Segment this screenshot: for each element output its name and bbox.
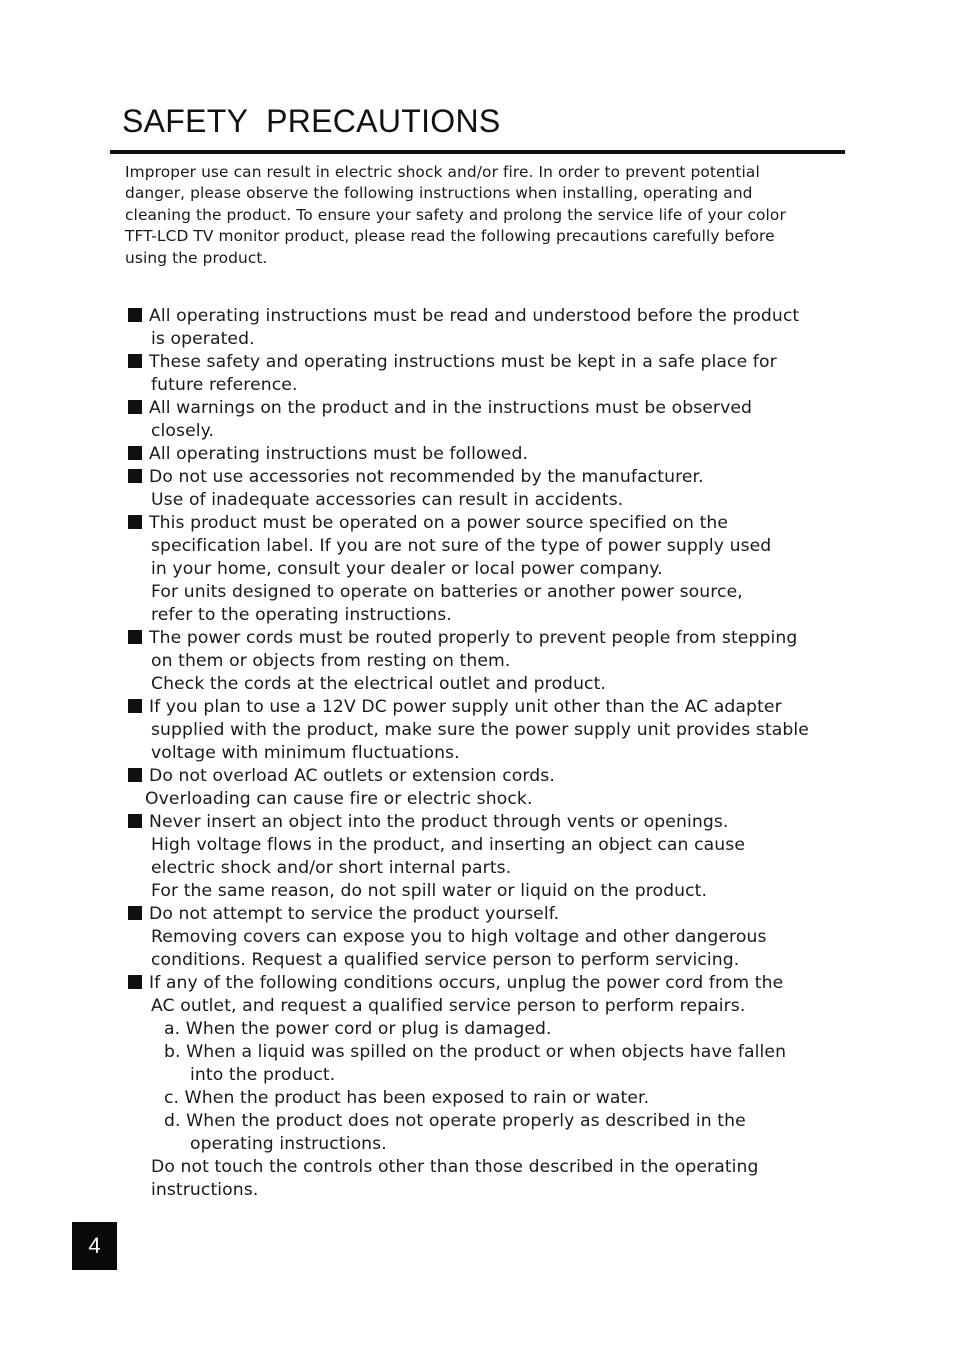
list-item: All warnings on the product and in the instructions must be observed bbox=[128, 397, 848, 420]
list-item-continuation: For the same reason, do not spill water or liquid on the product. bbox=[151, 881, 708, 901]
list-item: The power cords must be routed properly to prevent people from stepping bbox=[128, 627, 848, 650]
list-item-continuation: Overloading can cause fire or electric shock. bbox=[145, 789, 533, 809]
title-divider bbox=[110, 150, 845, 154]
square-bullet-icon bbox=[128, 768, 142, 782]
list-item: Do not use accessories not recommended by the manufacturer. bbox=[128, 466, 848, 489]
list-item-continuation: conditions. Request a qualified service person to perform servicing. bbox=[151, 950, 740, 970]
sub-item-d-continuation: operating instructions. bbox=[190, 1134, 387, 1154]
sub-item-b: b. When a liquid was spilled on the product or when objects have fallen bbox=[164, 1042, 787, 1062]
square-bullet-icon bbox=[128, 975, 142, 989]
list-item-continuation: For units designed to operate on batteries or another power source, bbox=[151, 582, 743, 602]
intro-line: danger, please observe the following instructions when installing, operating and bbox=[125, 184, 753, 203]
list-item: Never insert an object into the product through vents or openings. bbox=[128, 811, 848, 834]
square-bullet-icon bbox=[128, 469, 142, 483]
list-item-continuation: Removing covers can expose you to high voltage and other dangerous bbox=[151, 927, 767, 947]
square-bullet-icon bbox=[128, 699, 142, 713]
sub-item-d: d. When the product does not operate properly as described in the bbox=[164, 1111, 746, 1131]
page-number: 4 bbox=[72, 1222, 117, 1270]
list-item: Do not overload AC outlets or extension cords. bbox=[128, 765, 848, 788]
list-item: If any of the following conditions occurs, unplug the power cord from the bbox=[128, 972, 848, 995]
intro-line: cleaning the product. To ensure your safety and prolong the service life of your color bbox=[125, 205, 786, 224]
list-item-continuation: electric shock and/or short internal parts. bbox=[151, 858, 512, 878]
list-item-continuation: voltage with minimum fluctuations. bbox=[151, 743, 460, 763]
list-item: These safety and operating instructions must be kept in a safe place for bbox=[128, 351, 848, 374]
intro-paragraph bbox=[125, 162, 837, 269]
list-item-continuation: specification label. If you are not sure of the type of power supply used bbox=[151, 536, 772, 556]
page-title: SAFETY PRECAUTIONS bbox=[122, 103, 501, 139]
list-item: All operating instructions must be read and understood before the product bbox=[128, 305, 848, 328]
list-item-continuation: closely. bbox=[151, 421, 215, 441]
intro-line: TFT-LCD TV monitor product, please read the following precautions carefully before bbox=[125, 227, 775, 246]
list-item: This product must be operated on a power source specified on the bbox=[128, 512, 848, 535]
list-item-continuation: Check the cords at the electrical outlet and product. bbox=[151, 674, 607, 694]
list-item: If you plan to use a 12V DC power supply unit other than the AC adapter bbox=[128, 696, 848, 719]
square-bullet-icon bbox=[128, 400, 142, 414]
list-item-continuation: Do not touch the controls other than those described in the operating bbox=[151, 1157, 759, 1177]
precautions-list bbox=[128, 305, 848, 1202]
sub-item-a: a. When the power cord or plug is damaged. bbox=[164, 1019, 552, 1039]
square-bullet-icon bbox=[128, 446, 142, 460]
list-item-continuation: future reference. bbox=[151, 375, 298, 395]
square-bullet-icon bbox=[128, 515, 142, 529]
list-item-continuation: in your home, consult your dealer or local power company. bbox=[151, 559, 663, 579]
intro-line: Improper use can result in electric shock and/or fire. In order to prevent potential bbox=[125, 163, 760, 181]
list-item-continuation: instructions. bbox=[151, 1180, 259, 1200]
sub-item-c: c. When the product has been exposed to rain or water. bbox=[164, 1088, 650, 1108]
list-item: Do not attempt to service the product yourself. bbox=[128, 903, 848, 926]
square-bullet-icon bbox=[128, 308, 142, 322]
list-item-continuation: is operated. bbox=[151, 329, 255, 349]
square-bullet-icon bbox=[128, 814, 142, 828]
square-bullet-icon bbox=[128, 630, 142, 644]
list-item-continuation: refer to the operating instructions. bbox=[151, 605, 452, 625]
list-item-continuation: High voltage flows in the product, and inserting an object can cause bbox=[151, 835, 746, 855]
list-item-continuation: supplied with the product, make sure the power supply unit provides stable bbox=[151, 720, 809, 740]
intro-line: using the product. bbox=[125, 248, 268, 267]
list-item: All operating instructions must be followed. bbox=[128, 443, 848, 466]
square-bullet-icon bbox=[128, 906, 142, 920]
square-bullet-icon bbox=[128, 354, 142, 368]
list-item-continuation: AC outlet, and request a qualified service person to perform repairs. bbox=[151, 996, 746, 1016]
list-item-continuation: on them or objects from resting on them. bbox=[151, 651, 511, 671]
sub-item-b-continuation: into the product. bbox=[190, 1065, 336, 1085]
list-item-continuation: Use of inadequate accessories can result in accidents. bbox=[151, 490, 624, 510]
